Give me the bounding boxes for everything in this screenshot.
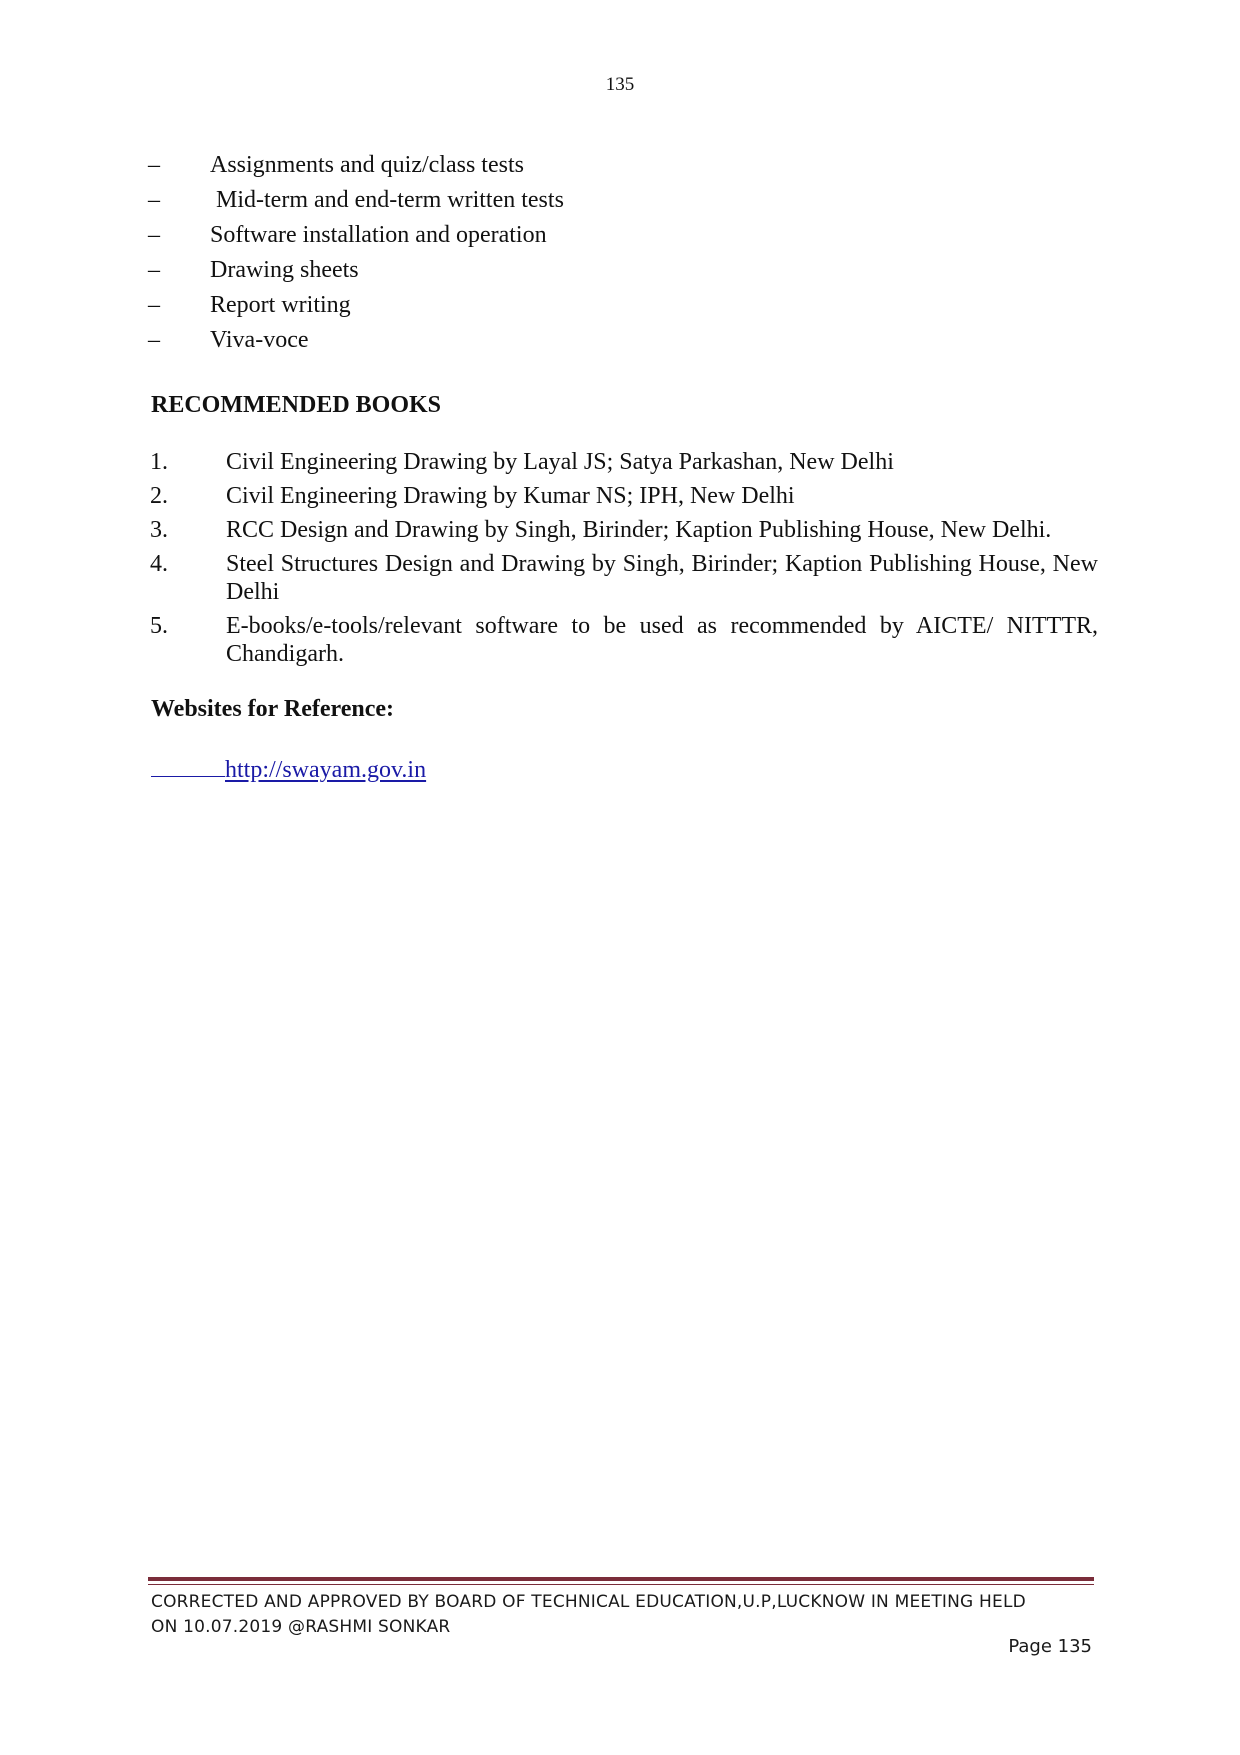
list-item-text: Software installation and operation	[210, 222, 547, 248]
dash-marker: –	[148, 257, 160, 283]
book-number: 4.	[150, 551, 168, 577]
footer-page-number: Page 135	[1008, 1636, 1092, 1657]
footer-rule-thin	[148, 1584, 1094, 1585]
book-text: Steel Structures Design and Drawing by Singh, Birinder; Kaption Publishing House, New Delhi	[226, 551, 1098, 605]
books-list	[148, 448, 1098, 674]
dash-marker: –	[148, 152, 160, 178]
book-item	[148, 612, 1098, 668]
dash-marker: –	[148, 222, 160, 248]
book-text: Civil Engineering Drawing by Layal JS; Satya Parkashan, New Delhi	[226, 449, 894, 475]
recommended-books-heading: RECOMMENDED BOOKS	[151, 392, 442, 418]
footer-text	[151, 1590, 1091, 1640]
dash-marker: –	[148, 187, 160, 213]
book-number: 1.	[150, 449, 168, 475]
book-text: Civil Engineering Drawing by Kumar NS; IPH, New Delhi	[226, 483, 795, 509]
footer-line-1: CORRECTED AND APPROVED BY BOARD OF TECHNICAL EDUCATION,U.P,LUCKNOW IN MEETING HELD	[151, 1592, 1026, 1612]
book-number: 2.	[150, 483, 168, 509]
swayam-link[interactable]: http://swayam.gov.in	[225, 757, 427, 783]
book-text: RCC Design and Drawing by Singh, Birinder; Kaption Publishing House, New Delhi.	[226, 517, 1052, 543]
footer-line-2: ON 10.07.2019 @RASHMI SONKAR	[151, 1617, 451, 1637]
book-item	[148, 482, 1098, 510]
book-number: 5.	[150, 613, 168, 639]
page-number-top: 135	[605, 74, 635, 95]
list-item-text: Assignments and quiz/class tests	[210, 152, 524, 178]
list-item-text: Drawing sheets	[210, 257, 359, 283]
dash-marker: –	[148, 292, 160, 318]
list-item-text: Mid-term and end-term written tests	[210, 187, 564, 213]
book-number: 3.	[150, 517, 168, 543]
website-reference	[151, 752, 426, 784]
dash-marker: –	[148, 327, 160, 353]
book-text: E-books/e-tools/relevant software to be used as recommended by AICTE/ NITTTR, Chandigarh.	[226, 613, 1098, 667]
list-item-text: Report writing	[210, 292, 351, 318]
footer-rule	[148, 1577, 1094, 1581]
list-item-text: Viva-voce	[210, 327, 309, 353]
websites-heading: Websites for Reference:	[151, 696, 395, 722]
book-item	[148, 550, 1098, 606]
book-item	[148, 448, 1098, 476]
link-underline-spacer	[151, 752, 225, 777]
book-item	[148, 516, 1098, 544]
